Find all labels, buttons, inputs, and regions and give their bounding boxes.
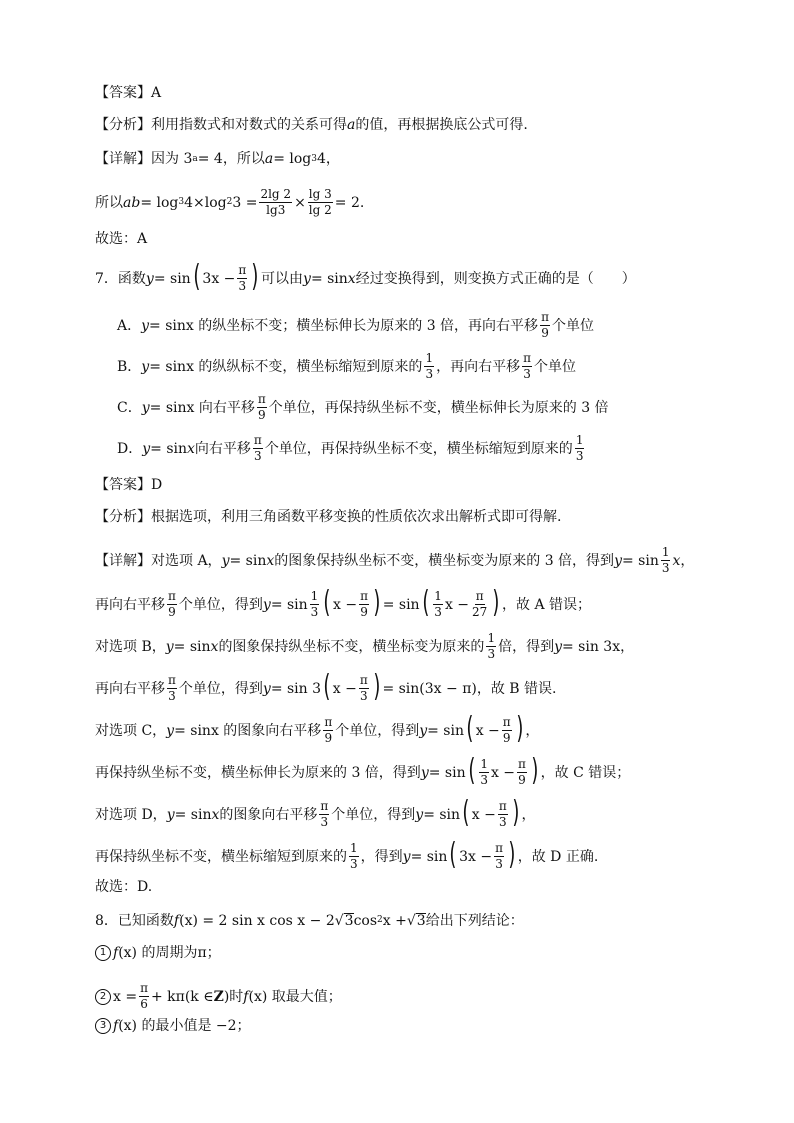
fraction: $\frac{\pi}{9}$	[518, 757, 526, 788]
analysis-tag: 【分析】	[95, 117, 151, 133]
q8-stem: 8．已知函数 f (x) = 2 sin x cos x − 2 √ 3 cos 2 x + √ 3 给出下列结论：	[95, 912, 524, 929]
circled-number: 3	[95, 1018, 111, 1034]
fraction: $\frac{\pi}{9}$	[257, 392, 266, 423]
q8-conclusion-2: 2 x = $\frac{\pi}{6}$ + kπ(k ∈ Z )时 f (x) 取最大值；	[95, 982, 342, 1011]
fraction: $\frac{1}{3}$	[661, 545, 670, 576]
q7-detail-6: 再保持纵坐标不变，横坐标伸长为原来的 3 倍，得到 y = sin ( $\frac{1}{3}$ x − $\frac{\pi}{9}$ ) ，故 C 错误；	[95, 752, 631, 788]
fraction: $\frac{1}{3}$	[487, 631, 496, 662]
fraction: $\frac{\pi}{3}$	[320, 799, 329, 830]
q7-detail-4: 再向右平移 $\frac{\pi}{3}$ 个单位，得到 y = sin 3 ( x − $\frac{\pi}{3}$ ) = sin(3x − π)，故 B 错误.	[95, 668, 557, 704]
fraction: $\frac{1}{3}$	[425, 351, 434, 382]
q7-detail-3: 对选项 B， y = sin x 的图象保持纵坐标不变，横坐标变为原来的 $\frac{1}{3}$ 倍，得到 y = sin 3x，	[95, 631, 635, 662]
q7-choose: 故选：D.	[95, 879, 153, 895]
circled-number: 2	[95, 989, 111, 1005]
fraction: $\frac{\pi}{3}$	[168, 673, 176, 704]
fraction: $\frac{\pi}{9}$	[324, 715, 333, 746]
q6-analysis: 【分析】 利用指数式和对数式的关系可得 a 的值，再根据换底公式可得.	[95, 117, 528, 133]
answer-tag: 【答案】	[95, 85, 151, 101]
fraction: $\frac{1}{3}$	[575, 433, 584, 464]
q7-detail-1: 【详解】 对选项 A， y = sin x 的图象保持纵坐标不变，横坐标变为原来的 3 倍，得到 y = sin $\frac{1}{3}$ x ，	[95, 545, 695, 576]
fraction: $\frac{1}{3}$	[434, 589, 442, 620]
q7-detail-8: 再保持纵坐标不变，横坐标缩短到原来的 $\frac{1}{3}$ ，得到 y = sin ( 3x − $\frac{\pi}{3}$ ) ，故 D 正确.	[95, 836, 599, 872]
fraction: $\frac{\pi}{9}$	[502, 715, 511, 746]
q8-conclusion-3: 3 f (x) 的最小值是 −2；	[95, 1018, 251, 1034]
fraction: $\frac{1}{3}$	[480, 757, 488, 788]
fraction: $\frac{\pi}{3}$	[253, 433, 262, 464]
fraction: $\frac{\pi}{3}$	[498, 799, 507, 830]
fraction: $\frac{\pi}{27}$	[472, 589, 488, 620]
fraction: $\frac{\pi}{6}$	[140, 981, 148, 1012]
fraction: $\frac{\pi}{9}$	[168, 589, 176, 620]
q7-option-c: C． y = sinx 向右平移 $\frac{\pi}{9}$ 个单位，再保持纵坐标不变，横坐标伸长为原来的 3 倍	[117, 392, 609, 423]
fraction: $\frac{\pi}{3}$	[495, 841, 504, 872]
fraction: $\frac{\pi}{9}$	[541, 310, 549, 341]
q7-option-a: A． y = sinx 的纵坐标不变；横坐标伸长为原来的 3 倍，再向右平移 $\frac{\pi}{9}$ 个单位	[117, 310, 594, 341]
fraction: $\frac{\pi}{3}$	[359, 673, 368, 704]
q6-answer	[95, 86, 161, 100]
q7-stem: 7．函数 y = sin ( 3x − $\frac{\pi}{3}$ ) 可以由 y = sin x 经过变换得到，则变换方式正确的是（ ）	[95, 258, 636, 294]
circled-number: 1	[95, 945, 111, 961]
q7-answer: 【答案】 D	[95, 477, 163, 493]
q7-analysis: 【分析】 根据选项，利用三角函数平移变换的性质依次求出解析式即可得解.	[95, 509, 562, 525]
fraction: $\frac{1}{3}$	[310, 589, 319, 620]
q7-option-b: B． y = sinx 的纵纵标不变，横坐标缩短到原来的 $\frac{1}{3}$ ，再向右平移 $\frac{\pi}{3}$ 个单位	[117, 351, 576, 382]
q6-detail: 【详解】 因为 3 a = 4，所以 a = log 3 4，	[95, 151, 340, 167]
q7-detail-5: 对选项 C， y = sinx 的图象向右平移 $\frac{\pi}{9}$ 个单位，得到 y = sin ( x − $\frac{\pi}{9}$ ) ，	[95, 710, 540, 746]
q7-detail-7: 对选项 D， y = sin x 的图象向右平移 $\frac{\pi}{3}$ 个单位，得到 y = sin ( x − $\frac{\pi}{3}$ ) ，	[95, 794, 536, 830]
answer-value: A	[151, 85, 162, 101]
detail-tag: 【详解】	[95, 151, 151, 167]
fraction: $\frac{\pi}{9}$	[360, 589, 368, 620]
q7-detail-2: 再向右平移 $\frac{\pi}{9}$ 个单位，得到 y = sin $\frac{1}{3}$ ( x − $\frac{\pi}{9}$ ) = sin ( $\frac{1}{3}$ x − $\frac{\pi}{27}$ ) ，故 A 错误；	[95, 584, 592, 620]
q8-conclusion-1: 1 f (x) 的周期为 π；	[95, 945, 221, 961]
fraction: $\frac{1}{3}$	[350, 841, 358, 872]
fraction: $\frac{\pi}{3}$	[238, 263, 247, 294]
q6-so-line: 所以 ab = log 3 4×log 2 3 = $\frac{2\lg 2}{\lg 3}$ × $\frac{\lg 3}{\lg 2}$ = 2.	[95, 187, 365, 218]
q6-choose: 故选：A	[95, 231, 148, 247]
fraction: $\frac{2\lg 2}{\lg 3}$	[260, 187, 292, 218]
fraction: $\frac{\lg 3}{\lg 2}$	[308, 187, 332, 218]
q7-option-d: D． y = sin x 向右平移 $\frac{\pi}{3}$ 个单位，再保持纵坐标不变，横坐标缩短到原来的 $\frac{1}{3}$	[117, 433, 584, 464]
fraction: $\frac{\pi}{3}$	[523, 351, 531, 382]
